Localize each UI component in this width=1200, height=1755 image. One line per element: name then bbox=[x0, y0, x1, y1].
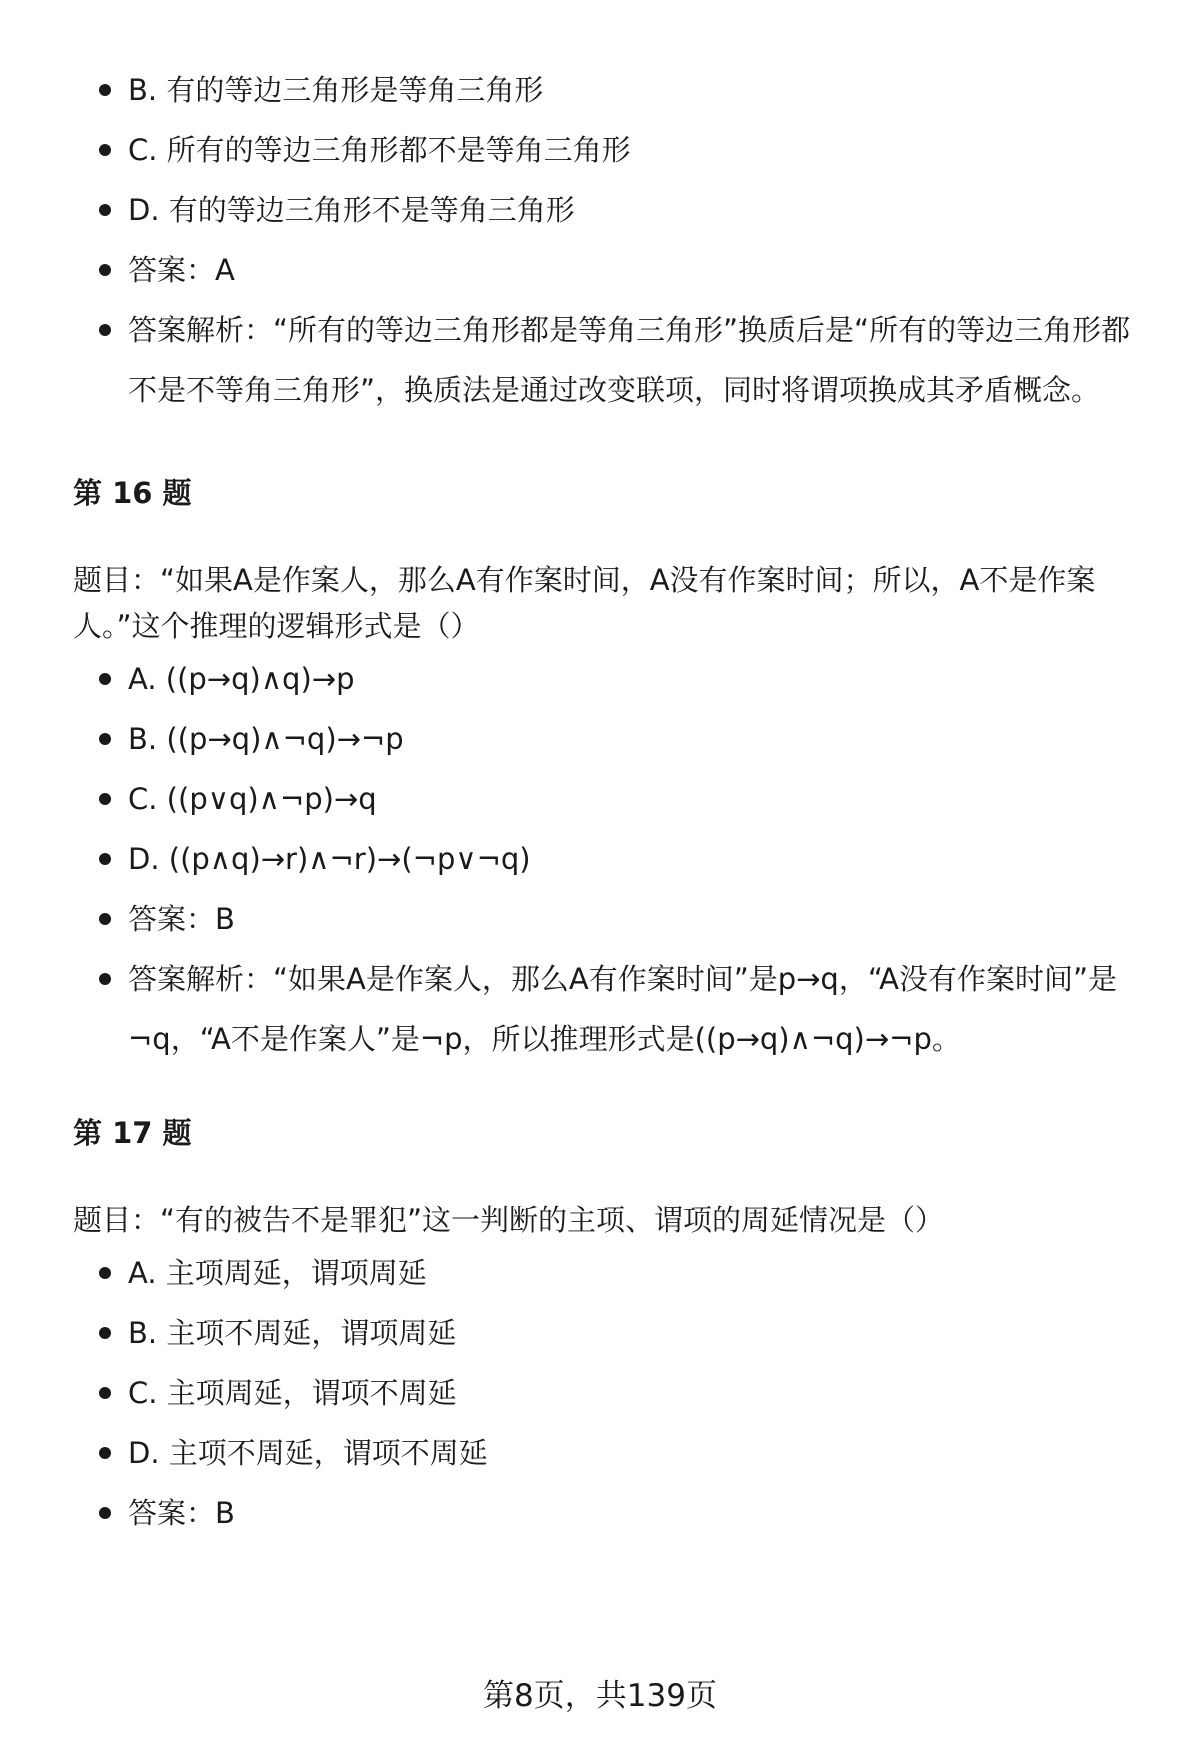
answer bbox=[73, 1483, 1148, 1543]
bullet-icon bbox=[99, 1267, 111, 1279]
page-footer: 第8页，共139页 bbox=[483, 1678, 717, 1714]
answer bbox=[73, 240, 1148, 300]
option-d bbox=[73, 180, 1148, 240]
answer bbox=[73, 889, 1148, 949]
bullet-icon bbox=[99, 793, 111, 805]
option-text: B. ((p→q)∧¬q)→¬p bbox=[128, 722, 404, 756]
option-text: D. ((p∧q)→r)∧¬r)→(¬p∨¬q) bbox=[128, 842, 531, 876]
option-text: C. 主项周延，谓项不周延 bbox=[128, 1376, 457, 1410]
explanation-text: 答案解析：“如果A是作案人，那么A有作案时间”是p→q，“A没有作案时间”是¬q，“A不是作案人”是¬p，所以推理形式是((p→q)∧¬q)→¬p。 bbox=[128, 962, 1117, 1056]
option-text: C. 所有的等边三角形都不是等角三角形 bbox=[128, 133, 631, 167]
option-b bbox=[73, 1303, 1148, 1363]
question-17-heading: 第 17 题 bbox=[73, 1116, 192, 1150]
option-text: D. 主项不周延，谓项不周延 bbox=[128, 1436, 488, 1470]
bullet-icon bbox=[99, 204, 111, 216]
option-b bbox=[73, 60, 1148, 120]
page-content bbox=[73, 60, 1148, 1543]
bullet-icon bbox=[99, 913, 111, 925]
answer-explanation bbox=[73, 300, 1148, 420]
option-text: A. 主项周延，谓项周延 bbox=[128, 1256, 427, 1290]
bullet-icon bbox=[99, 973, 111, 985]
option-c bbox=[73, 120, 1148, 180]
bullet-icon bbox=[99, 1447, 111, 1459]
bullet-icon bbox=[99, 673, 111, 685]
question-17-options bbox=[73, 1243, 1148, 1543]
question-16-heading: 第 16 题 bbox=[73, 476, 192, 510]
explanation-text: 答案解析：“所有的等边三角形都是等角三角形”换质后是“所有的等边三角形都不是不等角三角形”，换质法是通过改变联项，同时将谓项换成其矛盾概念。 bbox=[128, 313, 1131, 407]
bullet-icon bbox=[99, 853, 111, 865]
answer-text: 答案：B bbox=[128, 902, 235, 936]
option-text: A. ((p→q)∧q)→p bbox=[128, 662, 355, 696]
question-15-options bbox=[73, 60, 1148, 420]
option-d bbox=[73, 1423, 1148, 1483]
answer-explanation bbox=[73, 949, 1148, 1069]
option-a bbox=[73, 1243, 1148, 1303]
bullet-icon bbox=[99, 144, 111, 156]
option-c bbox=[73, 769, 1148, 829]
option-text: D. 有的等边三角形不是等角三角形 bbox=[128, 193, 575, 227]
answer-text: 答案：A bbox=[128, 253, 235, 287]
question-17-text: 题目：“有的被告不是罪犯”这一判断的主项、谓项的周延情况是（） bbox=[73, 1203, 945, 1237]
option-c bbox=[73, 1363, 1148, 1423]
bullet-icon bbox=[99, 264, 111, 276]
option-text: B. 有的等边三角形是等角三角形 bbox=[128, 73, 544, 107]
option-d bbox=[73, 829, 1148, 889]
bullet-icon bbox=[99, 1327, 111, 1339]
bullet-icon bbox=[99, 1507, 111, 1519]
bullet-icon bbox=[99, 84, 111, 96]
question-16-options bbox=[73, 649, 1148, 1069]
bullet-icon bbox=[99, 324, 111, 336]
answer-text: 答案：B bbox=[128, 1496, 235, 1530]
question-16-text: 题目：“如果A是作案人，那么A有作案时间，A没有作案时间；所以，A不是作案人。”这个推理的逻辑形式是（） bbox=[73, 563, 1096, 643]
option-a bbox=[73, 649, 1148, 709]
option-text: B. 主项不周延，谓项周延 bbox=[128, 1316, 457, 1350]
bullet-icon bbox=[99, 1387, 111, 1399]
option-b bbox=[73, 709, 1148, 769]
bullet-icon bbox=[99, 733, 111, 745]
option-text: C. ((p∨q)∧¬p)→q bbox=[128, 782, 377, 816]
